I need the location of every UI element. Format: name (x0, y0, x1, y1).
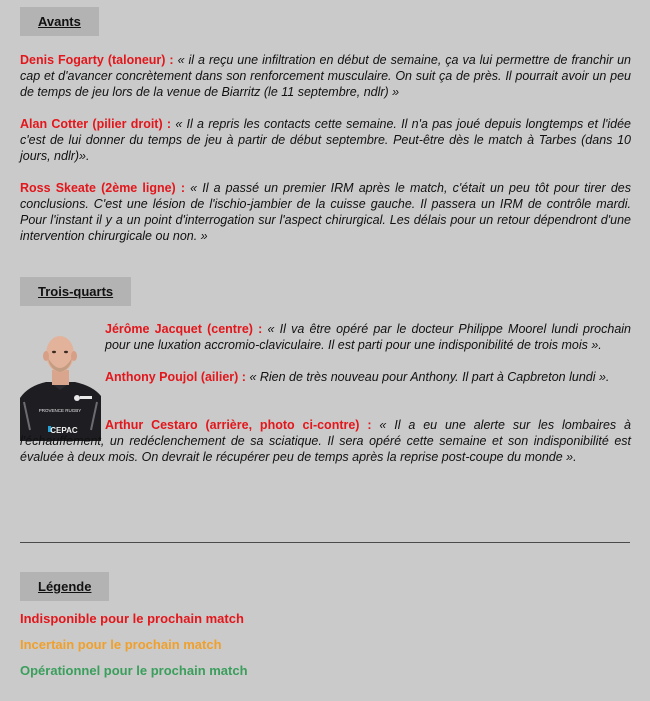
section-title-legende: Légende (20, 572, 109, 601)
player-quote: « Il a passé un premier IRM après le match, c'était un peu tôt pour tirer des conclusions. C'est une lésion de l'ischio-jambier de la cuisse gauche. Il passera un IRM de contrôle mardi. Pour l'instant il y a un point d'interrogation sur l'aspect chirurgical. Les délais pour un retour dépendront d'une intervention chirurgicale ou non. » (20, 181, 631, 243)
player-note-fogarty (20, 52, 631, 100)
player-note-skeate (20, 180, 631, 244)
player-quote: « Il a eu une alerte sur les lombaires à l'échauffement, un redéclenchement de sa sciatique. Il sera opéré cette semaine et son indisponibilité est évaluée à deux mois. On devrait le récupérer peu de temps après la reprise post-coupe du monde ». (20, 418, 631, 464)
player-name: Alan Cotter (pilier droit) : (20, 117, 172, 131)
player-note-poujol (105, 369, 631, 385)
player-quote: « Il va être opéré par le docteur Philippe Moorel lundi prochain pour une luxation accromio-claviculaire. Il est parti pour une indisponibilité de trois mois ». (105, 322, 632, 352)
player-note-cotter (20, 116, 631, 164)
player-name: Arthur Cestaro (arrière, photo ci-contre) : (105, 418, 372, 432)
section-divider (20, 542, 630, 543)
player-quote: « Il a repris les contacts cette semaine. Il n'a pas joué depuis longtemps et l'idée c'est de lui donner du temps de jeu à partir de début septembre. Peut-être dès le match à Tarbes (dans 10 jours, ndlr)». (20, 117, 631, 163)
player-name: Anthony Poujol (ailier) : (105, 370, 246, 384)
jersey-brand-text: PROVENCE RUGBY (38, 408, 82, 413)
section-title-trois-quarts: Trois-quarts (20, 277, 131, 306)
legend-uncertain: Incertain pour le prochain match (20, 637, 222, 652)
legend-unavailable: Indisponible pour le prochain match (20, 611, 244, 626)
player-quote: « il a reçu une infiltration en début de semaine, ça va lui permettre de franchir un cap et d'avancer concrètement dans son renforcement musculaire. On suit ça de près. Il pourrait avoir un peu de temps de jeu lors de la venue de Biarritz (le 11 septembre, ndlr) » (20, 53, 632, 99)
section-title-avants: Avants (20, 7, 99, 36)
player-name: Denis Fogarty (taloneur) : (20, 53, 174, 67)
player-quote: « Rien de très nouveau pour Anthony. Il part à Capbreton lundi ». (245, 370, 610, 384)
player-note-cestaro (20, 417, 631, 465)
legend-operational: Opérationnel pour le prochain match (20, 663, 248, 678)
player-name: Ross Skeate (2ème ligne) : (20, 181, 186, 195)
jersey-sponsor-text: CEPAC (50, 426, 78, 435)
player-name: Jérôme Jacquet (centre) : (105, 322, 263, 336)
player-note-jacquet (105, 321, 631, 353)
